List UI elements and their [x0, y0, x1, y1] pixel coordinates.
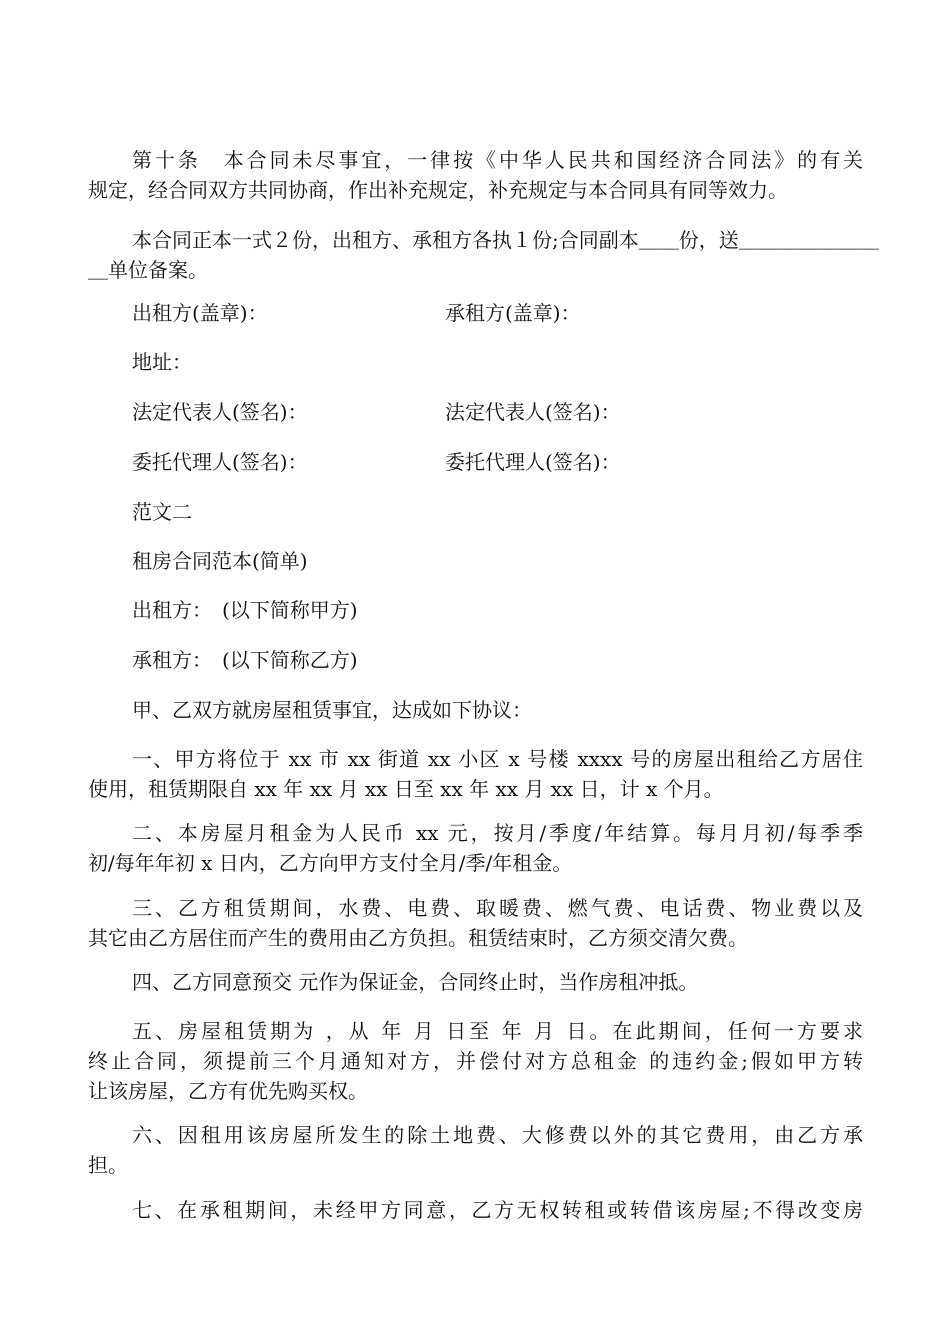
copies-paragraph: [88, 225, 879, 285]
address-label: 地址：: [132, 350, 192, 374]
agent-left-label: 委托代理人(签名)：: [132, 450, 308, 474]
clause-seven: [88, 1195, 863, 1225]
lessor-seal-label: 出租方(盖章)：: [132, 301, 268, 325]
text-line: 其它由乙方居住而产生的费用由乙方负担。租赁结束时，乙方须交清欠费。: [88, 926, 748, 950]
text-line: 本合同正本一式２份，出租方、承租方各执１份;合同副本＿＿份，送＿＿＿＿＿＿＿: [132, 228, 879, 252]
text-line: 七、在承租期间，未经甲方同意，乙方无权转租或转借该房屋;不得改变房: [132, 1198, 863, 1222]
legal-rep-left-label: 法定代表人(签名)：: [132, 400, 308, 424]
text-line: 让该房屋，乙方有优先购买权。: [88, 1079, 368, 1103]
text-line: ＿单位备案。: [88, 258, 208, 282]
text-line: 一、甲方将位于 xx 市 xx 街道 xx 小区 x 号楼 xxxx 号的房屋出租给乙方居住: [132, 747, 863, 771]
text-line: 六、因租用该房屋所发生的除土地费、大修费以外的其它费用，由乙方承: [132, 1123, 863, 1147]
text-line: 规定，经合同双方共同协商，作出补充规定，补充规定与本合同具有同等效力。: [88, 178, 788, 202]
text-line: 担。: [88, 1153, 128, 1177]
text-line: 四、乙方同意预交 元作为保证金，合同终止时，当作房租冲抵。: [132, 970, 699, 994]
text-line: 终止合同，须提前三个月通知对方，并偿付对方总租金 的违约金;假如甲方转: [88, 1049, 863, 1073]
text-line: 二、本房屋月租金为人民币 xx 元，按月/季度/年结算。每月月初/每季季: [132, 821, 863, 845]
clause-three: [88, 893, 863, 953]
legal-rep-right-label: 法定代表人(签名)：: [445, 400, 621, 424]
text-line: 五、房屋租赁期为 ，从 年 月 日至 年 月 日。在此期间，任何一方要求: [132, 1019, 863, 1043]
agent-right-label: 委托代理人(签名)：: [445, 450, 621, 474]
clause-six: [88, 1120, 863, 1180]
article-ten-paragraph: [88, 145, 863, 205]
intro-line: 甲、乙双方就房屋租赁事宜，达成如下协议：: [132, 698, 532, 722]
clause-one: [88, 744, 863, 804]
text-line: 第十条 本合同未尽事宜，一律按《中华人民共和国经济合同法》的有关: [132, 148, 863, 172]
clause-five: [88, 1016, 863, 1106]
text-line: 初/每年年初 x 日内，乙方向甲方支付全月/季/年租金。: [88, 851, 573, 875]
clause-two: [88, 818, 863, 878]
text-line: 使用，租赁期限自 xx 年 xx 月 xx 日至 xx 年 xx 月 xx 日，计 x 个月。: [88, 777, 724, 801]
text-line: 三、乙方租赁期间，水费、电费、取暖费、燃气费、电话费、物业费以及: [132, 896, 863, 920]
lessee-seal-label: 承租方(盖章)：: [445, 301, 581, 325]
party-a-line: 出租方： (以下简称甲方): [132, 598, 358, 622]
contract-title: 租房合同范本(简单): [132, 549, 308, 573]
clause-four: [88, 967, 863, 997]
party-b-line: 承租方： (以下简称乙方): [132, 648, 358, 672]
sample-heading: 范文二: [132, 500, 192, 524]
